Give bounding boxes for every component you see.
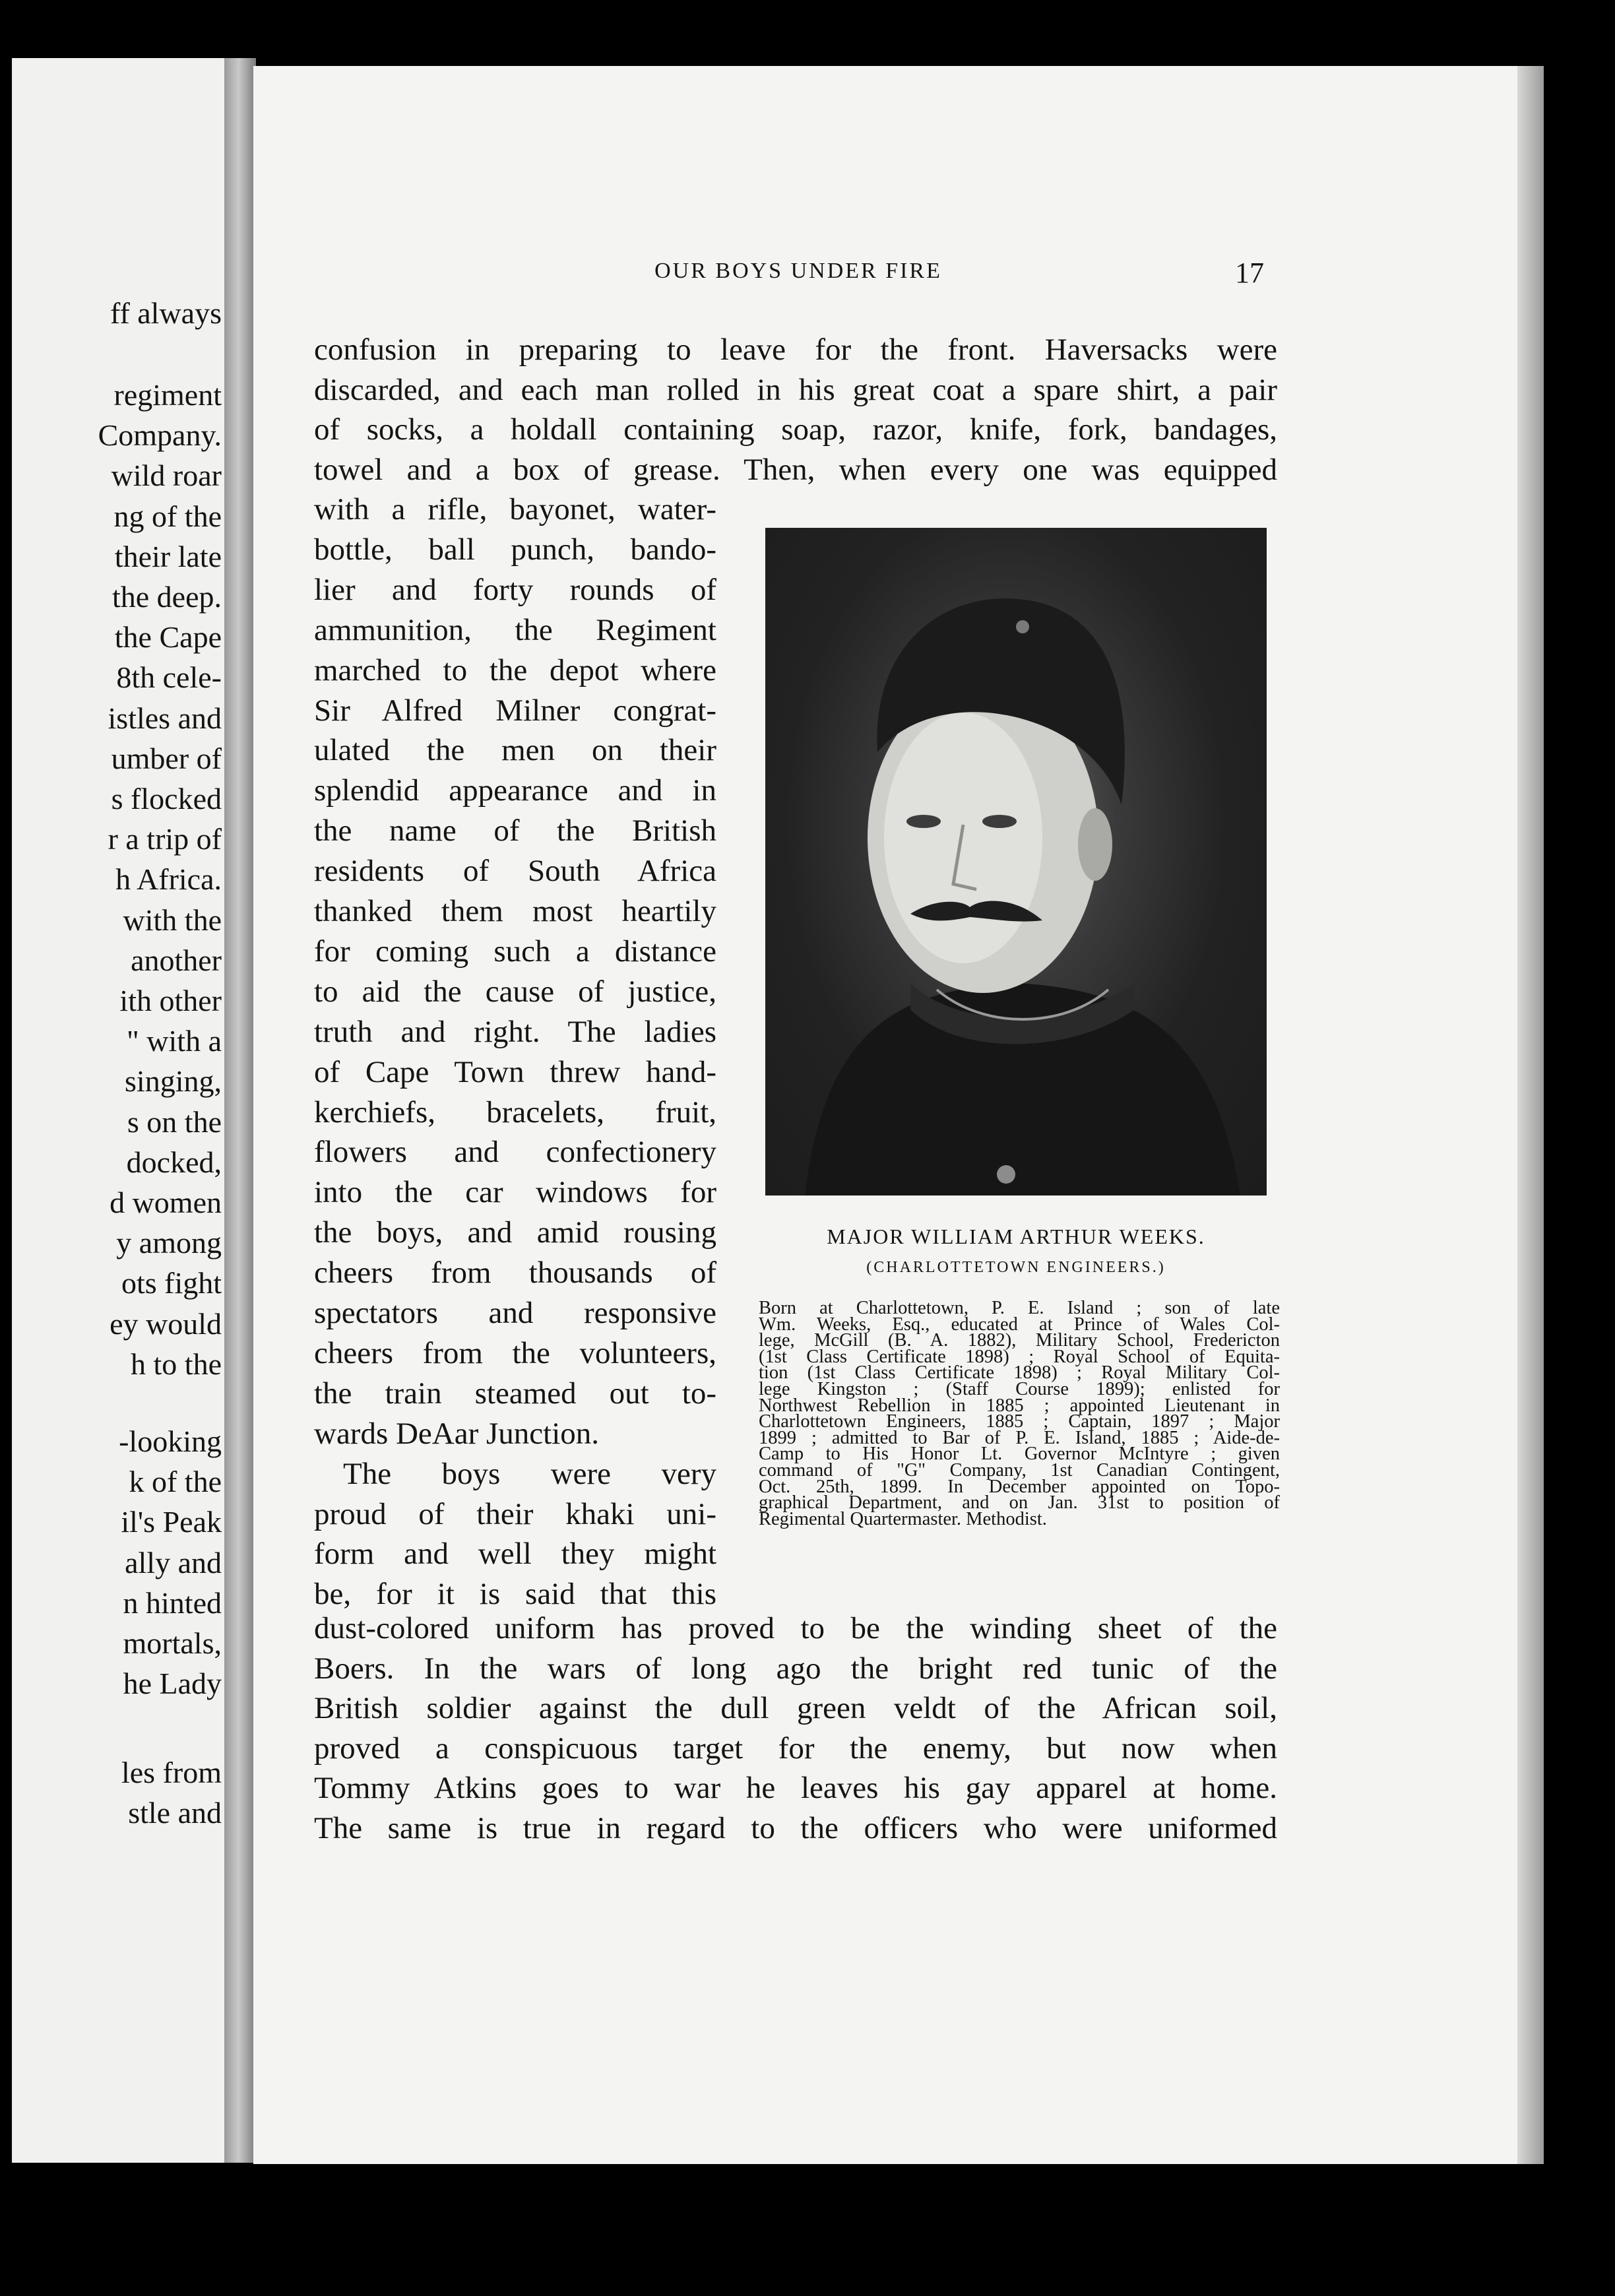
caption-bio-line: Born at Charlottetown, P. E. Island ; son of late	[759, 1298, 1280, 1318]
left-page-line: mortals,	[123, 1626, 222, 1660]
left-page-line: ff always	[110, 296, 222, 330]
caption-bio-line: Oct. 25th, 1899. In December appointed on Topo-	[759, 1476, 1280, 1497]
caption-bio-line: Northwest Rebellion in 1885 ; appointed Lieutenant in	[759, 1395, 1280, 1416]
left-page-line: " with a	[127, 1024, 222, 1058]
body-line: confusion in preparing to leave for the front. Haversacks were	[314, 333, 1277, 367]
left-page-text	[12, 58, 230, 2163]
left-page-line: regiment	[113, 378, 222, 412]
body-line: for coming such a distance	[314, 934, 716, 969]
book-gutter	[224, 58, 256, 2163]
caption-bio-line: Wm. Weeks, Esq., educated at Prince of Wales Col-	[759, 1314, 1280, 1335]
left-page-line: the Cape	[114, 620, 222, 654]
caption-bio-line: Camp to His Honor Lt. Governor McIntyre ; given	[759, 1444, 1280, 1465]
body-line: the train steamed out to-	[314, 1376, 716, 1411]
left-page-line: ots fight	[121, 1266, 222, 1300]
left-page-line: 8th cele-	[116, 660, 222, 695]
portrait-photo	[765, 528, 1267, 1196]
body-line: ammunition, the Regiment	[314, 612, 716, 647]
body-line: wards DeAar Junction.	[314, 1416, 600, 1451]
body-line: of Cape Town threw hand-	[314, 1054, 716, 1089]
body-line: proved a conspicuous target for the enemy, but now when	[314, 1731, 1277, 1766]
body-line: cheers from thousands of	[314, 1256, 716, 1291]
left-page-line: the deep.	[111, 580, 222, 614]
left-page-line: d women	[110, 1186, 222, 1219]
left-page-line: another	[131, 943, 222, 977]
left-page-line: r a trip of	[108, 822, 222, 856]
left-page-line: s on the	[127, 1104, 222, 1139]
body-line: The boys were very	[343, 1456, 716, 1491]
left-page-line: docked,	[126, 1145, 222, 1179]
left-page-line: singing,	[125, 1064, 222, 1099]
left-page-line: he Lady	[123, 1667, 222, 1701]
body-line: with a rifle, bayonet, water-	[314, 492, 716, 526]
left-page-line: Company.	[98, 418, 222, 453]
body-line: thanked them most heartily	[314, 894, 716, 928]
left-page-line: y among	[116, 1226, 222, 1260]
body-line: discarded, and each man rolled in his great coat a spare shirt, a pair	[314, 372, 1277, 407]
left-page-line: h Africa.	[115, 862, 222, 897]
left-page-line: k of the	[129, 1465, 222, 1499]
body-line: dust-colored uniform has proved to be the winding sheet of the	[314, 1611, 1277, 1645]
left-page-line: with the	[123, 903, 222, 937]
left-page-line: wild roar	[111, 459, 222, 493]
body-line: to aid the cause of justice,	[314, 974, 716, 1009]
caption-bio-line: graphical Department, and on Jan. 31st to position of	[759, 1492, 1280, 1514]
caption-title: MAJOR WILLIAM ARTHUR WEEKS.	[827, 1225, 1205, 1248]
body-line: of socks, a holdall containing soap, razor, knife, fork, bandages,	[314, 412, 1277, 447]
body-line: proud of their khaki uni-	[314, 1496, 716, 1531]
caption-bio-line: Regimental Quartermaster. Methodist.	[759, 1508, 1047, 1529]
left-page-line: -looking	[119, 1424, 222, 1458]
caption-bio-line: lege Kingston ; (Staff Course 1899); enlisted for	[759, 1379, 1280, 1399]
left-page-line: ey would	[110, 1306, 222, 1341]
body-line: residents of South Africa	[314, 854, 716, 889]
body-line: be, for it is said that this	[314, 1577, 716, 1612]
left-page-line: s flocked	[111, 782, 222, 815]
caption-bio-line: 1899 ; admitted to Bar of P. E. Island, 1885 ; Aide-de-	[759, 1427, 1280, 1448]
body-line: British soldier against the dull green veldt of the African soil,	[314, 1691, 1277, 1725]
caption-subtitle: (CHARLOTTETOWN ENGINEERS.)	[866, 1259, 1166, 1276]
body-line: the name of the British	[314, 813, 716, 848]
body-line: ulated the men on their	[314, 733, 716, 768]
body-line: marched to the depot where	[314, 653, 716, 687]
caption-bio-line: (1st Class Certificate 1898) ; Royal School of Equita-	[759, 1346, 1280, 1367]
body-line: bottle, ball punch, bando-	[314, 532, 716, 567]
caption-bio-line: command of "G" Company, 1st Canadian Contingent,	[759, 1460, 1280, 1481]
body-line: spectators and responsive	[314, 1296, 716, 1330]
left-page-line: ally and	[125, 1545, 222, 1579]
body-line: splendid appearance and in	[314, 773, 716, 808]
body-line: Boers. In the wars of long ago the bright red tunic of the	[314, 1651, 1277, 1686]
body-line: the boys, and amid rousing	[314, 1215, 716, 1250]
left-page-line: les from	[121, 1756, 222, 1789]
body-line: cheers from the volunteers,	[314, 1335, 716, 1370]
body-line: flowers and confectionery	[314, 1135, 716, 1170]
left-page-line: il's Peak	[121, 1505, 222, 1539]
running-head: OUR BOYS UNDER FIRE	[654, 259, 942, 283]
page-edge	[1517, 66, 1544, 2164]
left-page-line: ith other	[119, 984, 222, 1017]
left-page-line: their late	[114, 539, 222, 573]
body-line: The same is true in regard to the officers who were uniformed	[314, 1810, 1277, 1845]
page-number: 17	[1235, 257, 1264, 289]
body-line: Sir Alfred Milner congrat-	[314, 693, 716, 728]
left-page-line: umber of	[111, 741, 222, 775]
body-line: towel and a box of grease. Then, when every one was equipped	[314, 452, 1277, 487]
left-page-line: istles and	[108, 701, 222, 735]
caption-bio-line: Charlottetown Engineers, 1885 ; Captain, 1897 ; Major	[759, 1411, 1280, 1432]
left-page-line: n hinted	[123, 1585, 222, 1620]
left-page-line: ng of the	[113, 499, 222, 533]
left-page-line: stle and	[128, 1796, 222, 1830]
body-line: into the car windows for	[314, 1175, 716, 1210]
body-line: form and well they might	[314, 1537, 716, 1572]
left-page	[12, 58, 230, 2163]
body-line: lier and forty rounds of	[314, 572, 716, 607]
body-line: Tommy Atkins goes to war he leaves his gay apparel at home.	[314, 1771, 1277, 1805]
caption-bio-line: lege, McGill (B. A. 1882), Military School, Fredericton	[759, 1330, 1280, 1351]
body-line: kerchiefs, bracelets, fruit,	[314, 1095, 716, 1130]
portrait-image	[765, 528, 1267, 1196]
left-page-line: h to the	[131, 1347, 222, 1381]
caption-bio-line: tion (1st Class Certificate 1898) ; Royal Military Col-	[759, 1362, 1280, 1384]
body-line: truth and right. The ladies	[314, 1014, 716, 1049]
